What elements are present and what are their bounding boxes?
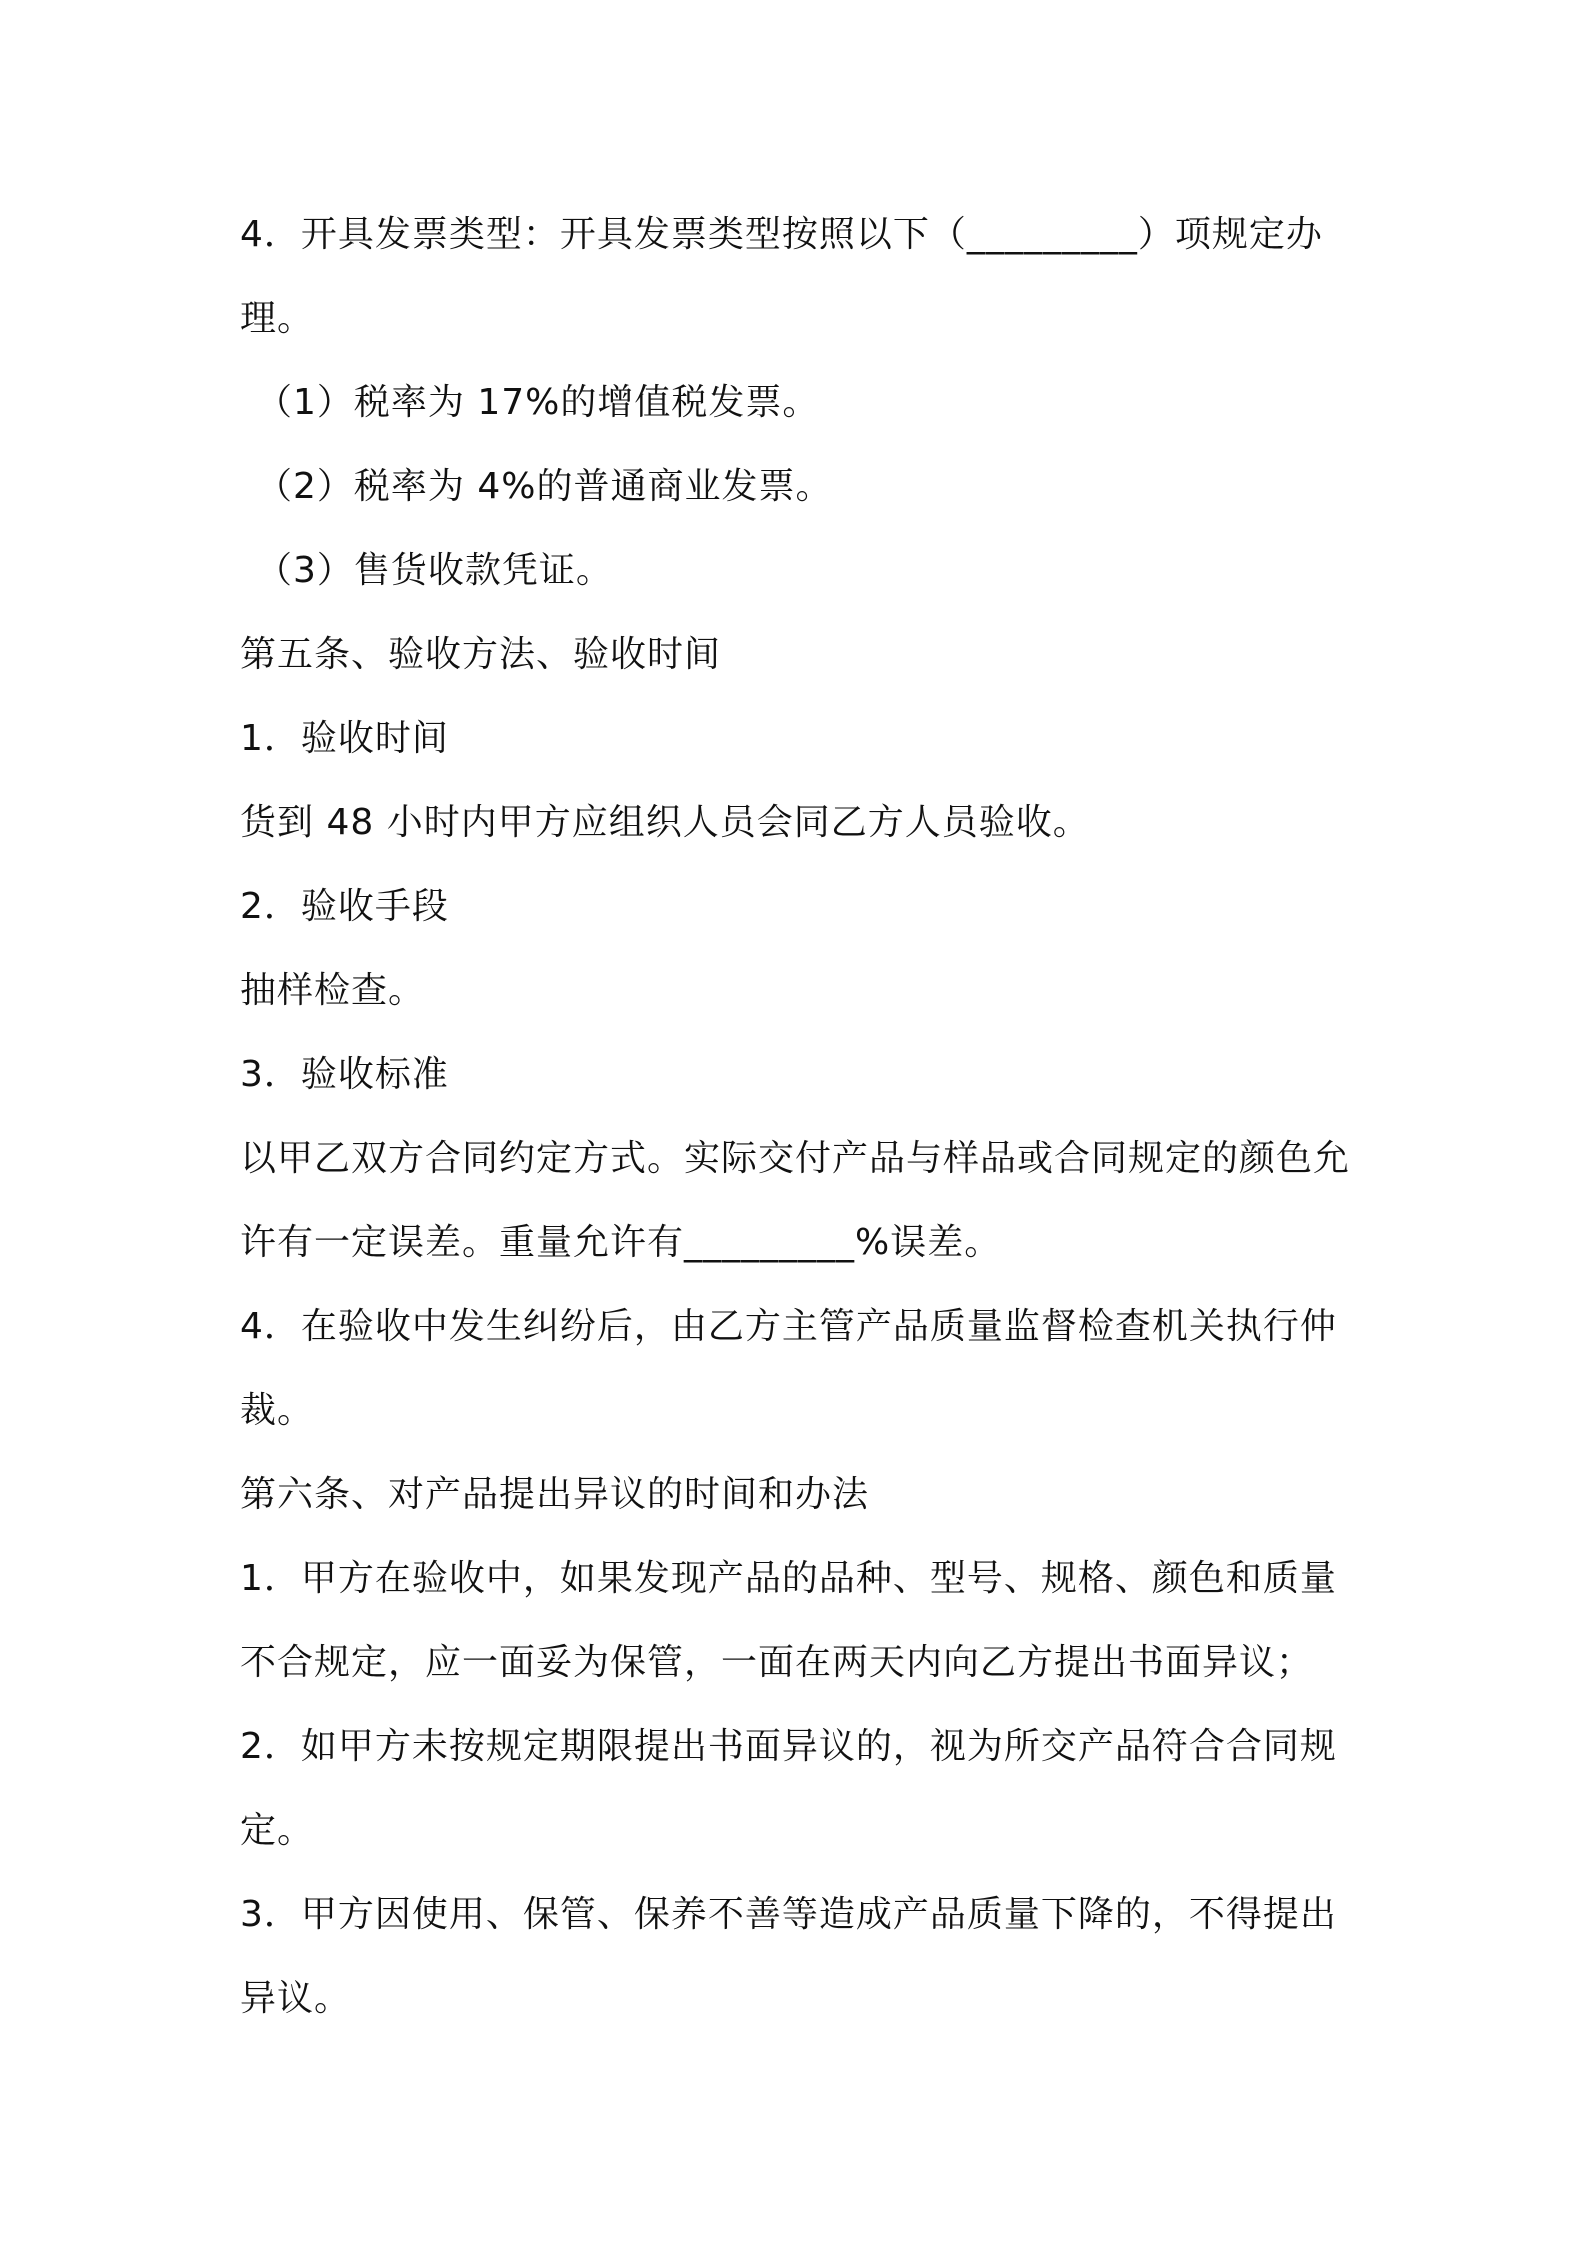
inspection-time-text: 货到 48 小时内甲方应组织人员会同乙方人员验收。 bbox=[240, 802, 1090, 843]
invoice-type-clause-line-2: 理。 bbox=[240, 298, 315, 339]
invoice-type-clause-line-1: 4．开具发票类型：开具发票类型按照以下（_________）项规定办 bbox=[240, 214, 1323, 255]
document-body bbox=[240, 193, 1355, 2041]
invoice-option-2: （2）税率为 4%的普通商业发票。 bbox=[256, 466, 833, 507]
objection-clause-2-line-1: 2．如甲方未按规定期限提出书面异议的，视为所交产品符合合同规 bbox=[240, 1726, 1337, 1767]
objection-clause-1-line-1: 1．甲方在验收中，如果发现产品的品种、型号、规格、颜色和质量 bbox=[240, 1558, 1337, 1599]
objection-clause-3-line-2: 异议。 bbox=[240, 1978, 352, 2019]
invoice-option-1: （1）税率为 17%的增值税发票。 bbox=[256, 382, 820, 423]
invoice-option-3: （3）售货收款凭证。 bbox=[256, 550, 613, 591]
inspection-standard-text-2: 许有一定误差。重量允许有_________%误差。 bbox=[240, 1222, 1002, 1263]
objection-clause-2-line-2: 定。 bbox=[240, 1810, 315, 1851]
objection-clause-3-line-1: 3．甲方因使用、保管、保养不善等造成产品质量下降的，不得提出 bbox=[240, 1894, 1337, 1935]
inspection-time-heading: 1．验收时间 bbox=[240, 718, 449, 759]
objection-clause-1-line-2: 不合规定，应一面妥为保管，一面在两天内向乙方提出书面异议； bbox=[240, 1642, 1314, 1683]
inspection-method-text: 抽样检查。 bbox=[240, 970, 426, 1011]
dispute-clause-line-1: 4．在验收中发生纠纷后，由乙方主管产品质量监督检查机关执行仲 bbox=[240, 1306, 1337, 1347]
inspection-standard-text-1: 以甲乙双方合同约定方式。实际交付产品与样品或合同规定的颜色允 bbox=[240, 1138, 1351, 1179]
inspection-method-heading: 2．验收手段 bbox=[240, 886, 449, 927]
article-6-heading: 第六条、对产品提出异议的时间和办法 bbox=[240, 1474, 870, 1515]
inspection-standard-heading: 3．验收标准 bbox=[240, 1054, 449, 1095]
dispute-clause-line-2: 裁。 bbox=[240, 1390, 315, 1431]
article-5-heading: 第五条、验收方法、验收时间 bbox=[240, 634, 722, 675]
